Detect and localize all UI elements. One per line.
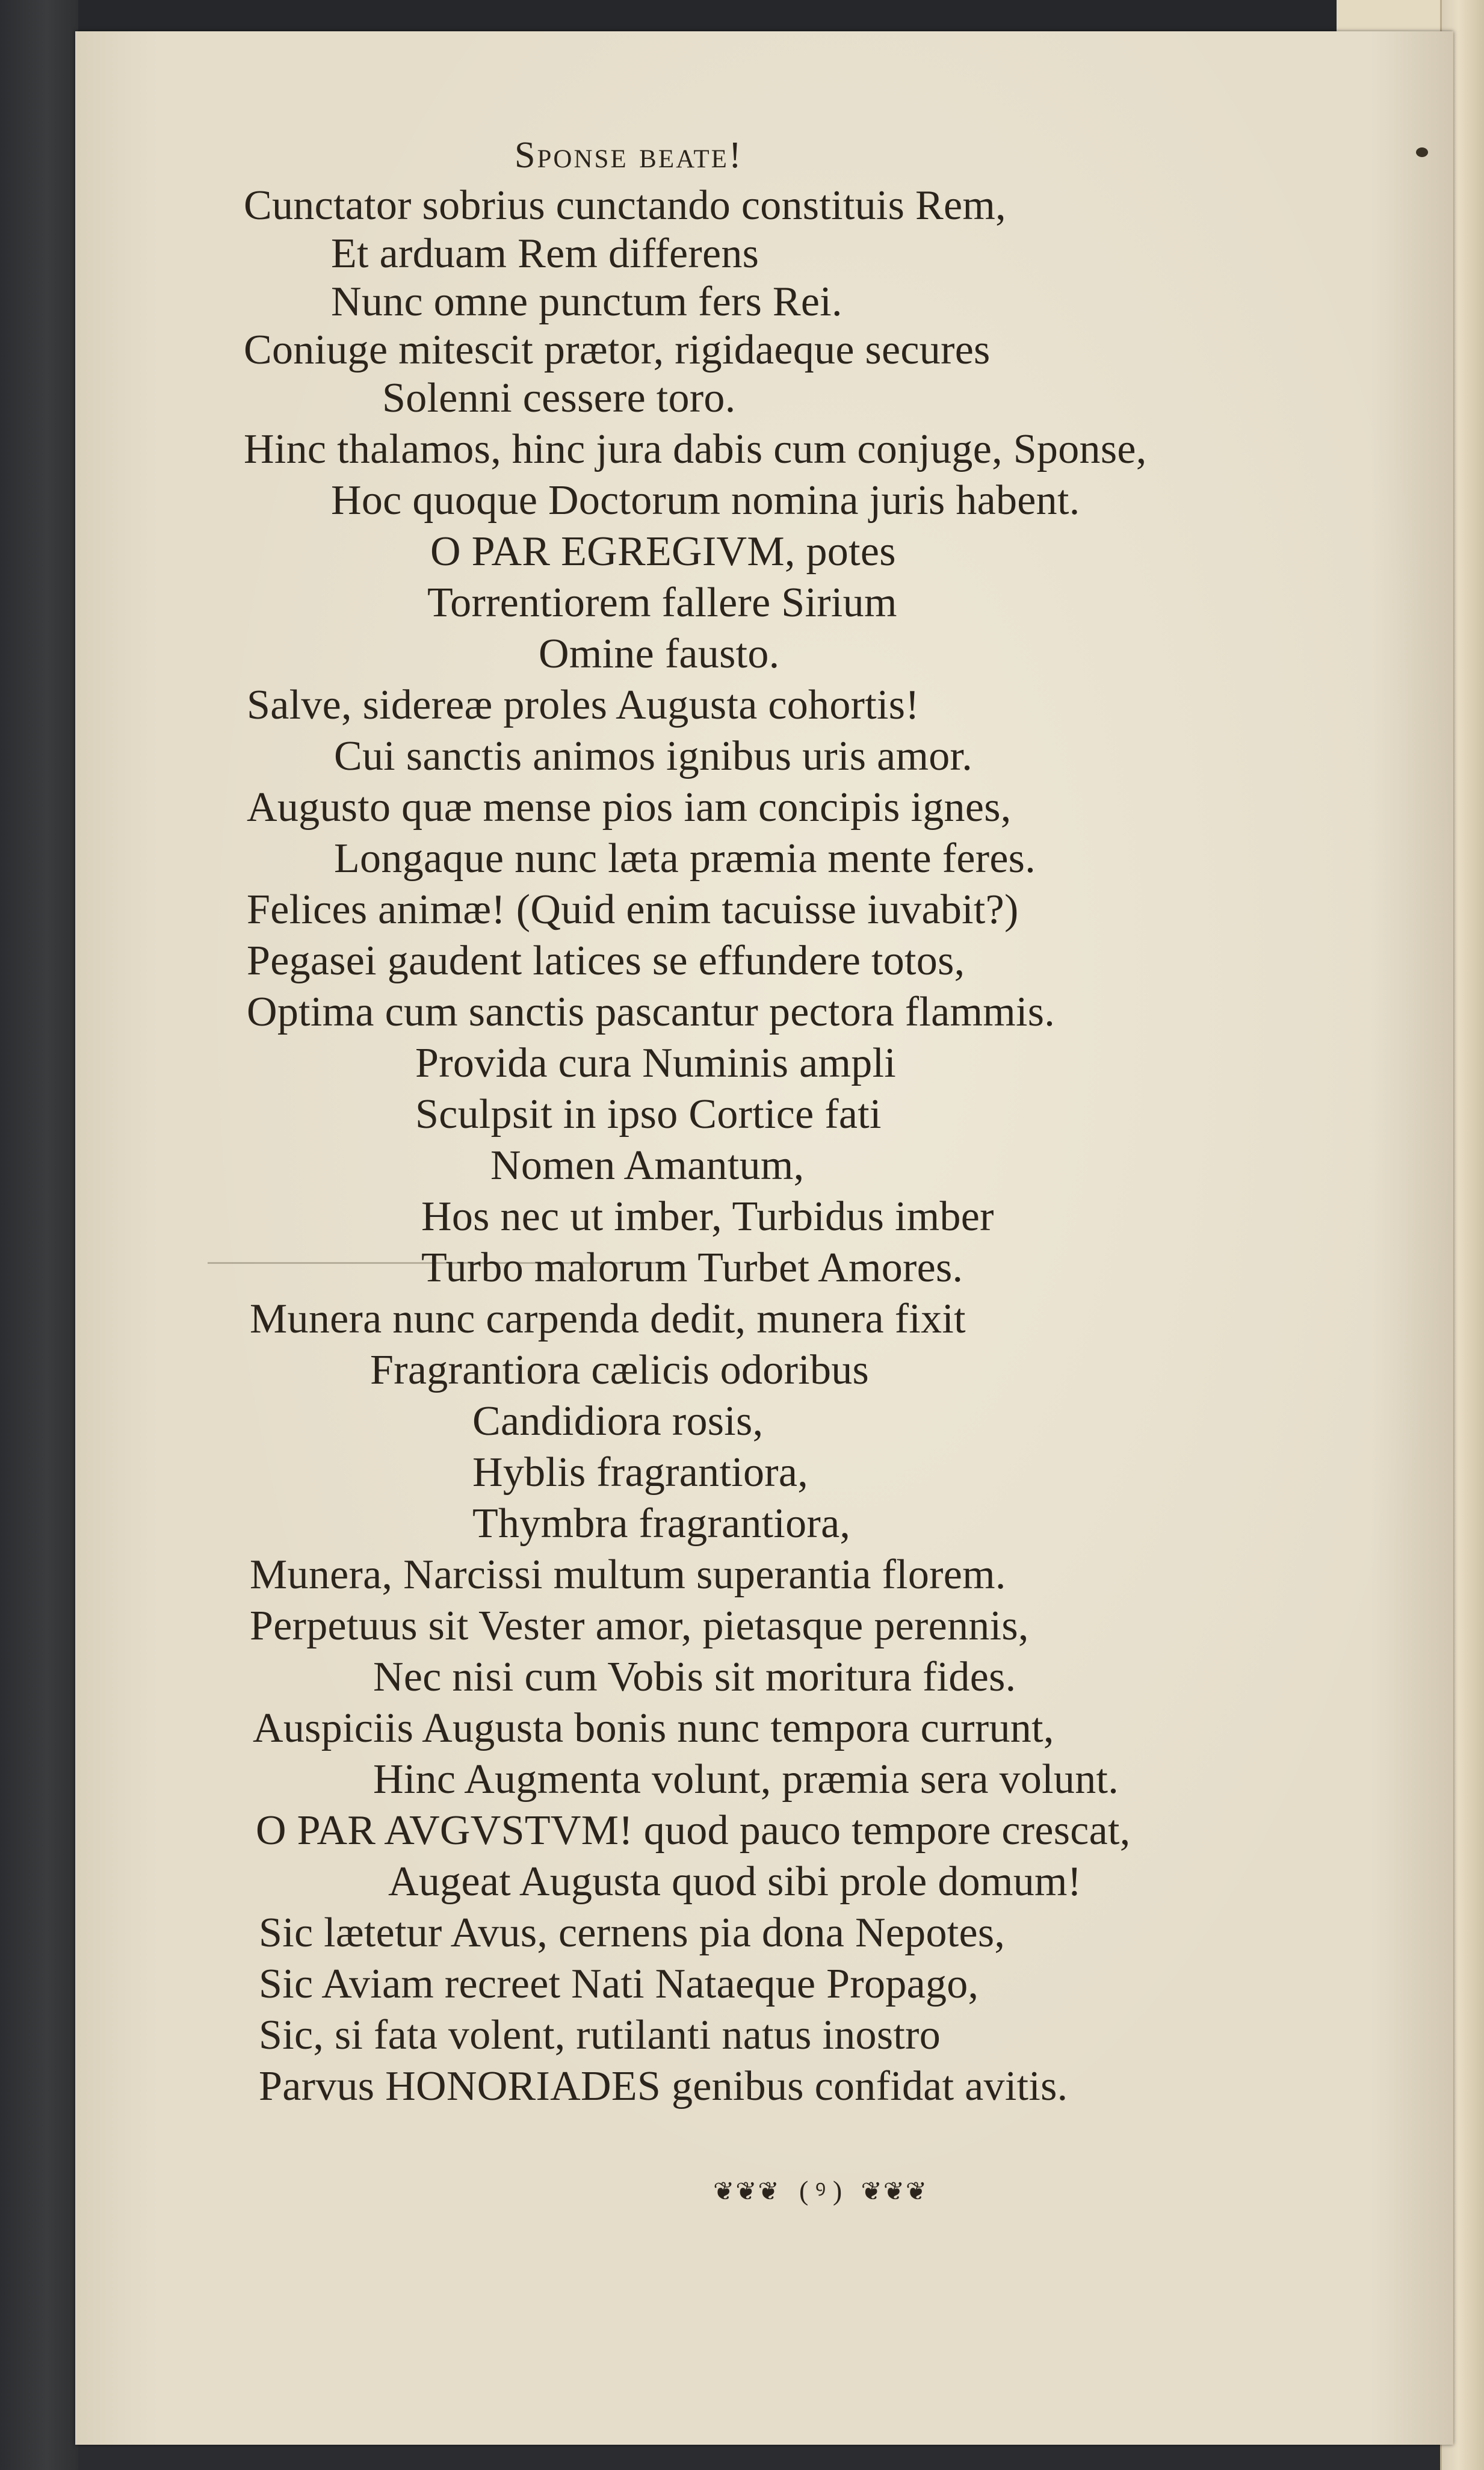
folio-mark: ( ꝰ ) <box>799 2175 842 2206</box>
poem-line: Cui sanctis animos ignibus uris amor. <box>334 733 973 779</box>
poem-line: Hos nec ut imber, Turbidus imber <box>421 1193 994 1240</box>
poem-line: Candidiora rosis, <box>472 1398 764 1444</box>
poem-line: Munera nunc carpenda dedit, munera fixit <box>250 1296 966 1342</box>
poem-line: Solenni cessere toro. <box>382 375 736 421</box>
next-leaf-corner <box>1337 0 1451 35</box>
poem-line: Cunctator sobrius cunctando constituis Rem, <box>244 182 1006 229</box>
poem-line: Augusto quæ mense pios iam concipis ignes, <box>247 784 1012 831</box>
poem-line: Torrentiorem fallere Sirium <box>427 580 897 626</box>
poem-line: O PAR AVGVSTVM! quod pauco tempore crescat, <box>256 1807 1131 1854</box>
poem-line: Pegasei gaudent latices se effundere totos, <box>247 938 965 984</box>
poem-line: Sic, si fata volent, rutilanti natus inostro <box>259 2012 941 2058</box>
fleuron-icon: ❦❦❦ <box>713 2176 781 2206</box>
poem-line: Fragrantiora cælicis odoribus <box>370 1347 870 1393</box>
poem-line: Felices animæ! (Quid enim tacuisse iuvabit?) <box>247 887 1019 933</box>
book-page <box>75 31 1453 2445</box>
poem-line: Hoc quoque Doctorum nomina juris habent. <box>331 477 1080 524</box>
poem-line: Sic lætetur Avus, cernens pia dona Nepotes, <box>259 1910 1006 1956</box>
poem-line: Longaque nunc læta præmia mente feres. <box>334 835 1036 882</box>
poem-line: Auspiciis Augusta bonis nunc tempora currunt, <box>253 1705 1054 1751</box>
poem-line: Provida cura Numinis ampli <box>415 1040 897 1086</box>
poem-line: Nomen Amantum, <box>490 1142 805 1189</box>
fleuron-icon: ❦❦❦ <box>861 2176 929 2206</box>
book-cover-edge <box>0 0 78 2470</box>
ink-spot <box>1416 147 1428 157</box>
poem-line: Nunc omne punctum fers Rei. <box>331 279 842 325</box>
poem-line: O PAR EGREGIVM, potes <box>430 528 896 575</box>
poem-line: Parvus HONORIADES genibus confidat avitis. <box>259 2063 1068 2109</box>
poem-line: Sculpsit in ipso Cortice fati <box>415 1091 882 1138</box>
poem-line: Hyblis fragrantiora, <box>472 1449 809 1496</box>
backdrop <box>0 0 1484 36</box>
poem-line: Perpetuus sit Vester amor, pietasque perennis, <box>250 1603 1029 1649</box>
poem-line: Salve, sidereæ proles Augusta cohortis! <box>247 682 920 728</box>
poem-line: Coniuge mitescit prætor, rigidaeque secures <box>244 327 991 373</box>
poem-line: Augeat Augusta quod sibi prole domum! <box>388 1859 1082 1905</box>
poem-line: Optima cum sanctis pascantur pectora flammis. <box>247 989 1056 1035</box>
poem-line: Turbo malorum Turbet Amores. <box>421 1245 963 1291</box>
poem-line: Thymbra fragrantiora, <box>472 1500 851 1547</box>
poem-line: Nec nisi cum Vobis sit moritura fides. <box>373 1654 1016 1700</box>
poem-line: Omine fausto. <box>539 631 780 677</box>
poem-line: Hinc thalamos, hinc jura dabis cum conjuge, Sponse, <box>244 426 1147 472</box>
poem-heading: Sponse beate! <box>515 135 743 176</box>
poem-line: Et arduam Rem differens <box>331 231 759 277</box>
poem-line: Munera, Narcissi multum superantia florem. <box>250 1552 1006 1598</box>
poem-line: Hinc Augmenta volunt, præmia sera volunt. <box>373 1756 1119 1803</box>
page-footer-ornament <box>713 2171 928 2208</box>
poem-line: Sic Aviam recreet Nati Nataeque Propago, <box>259 1961 979 2007</box>
